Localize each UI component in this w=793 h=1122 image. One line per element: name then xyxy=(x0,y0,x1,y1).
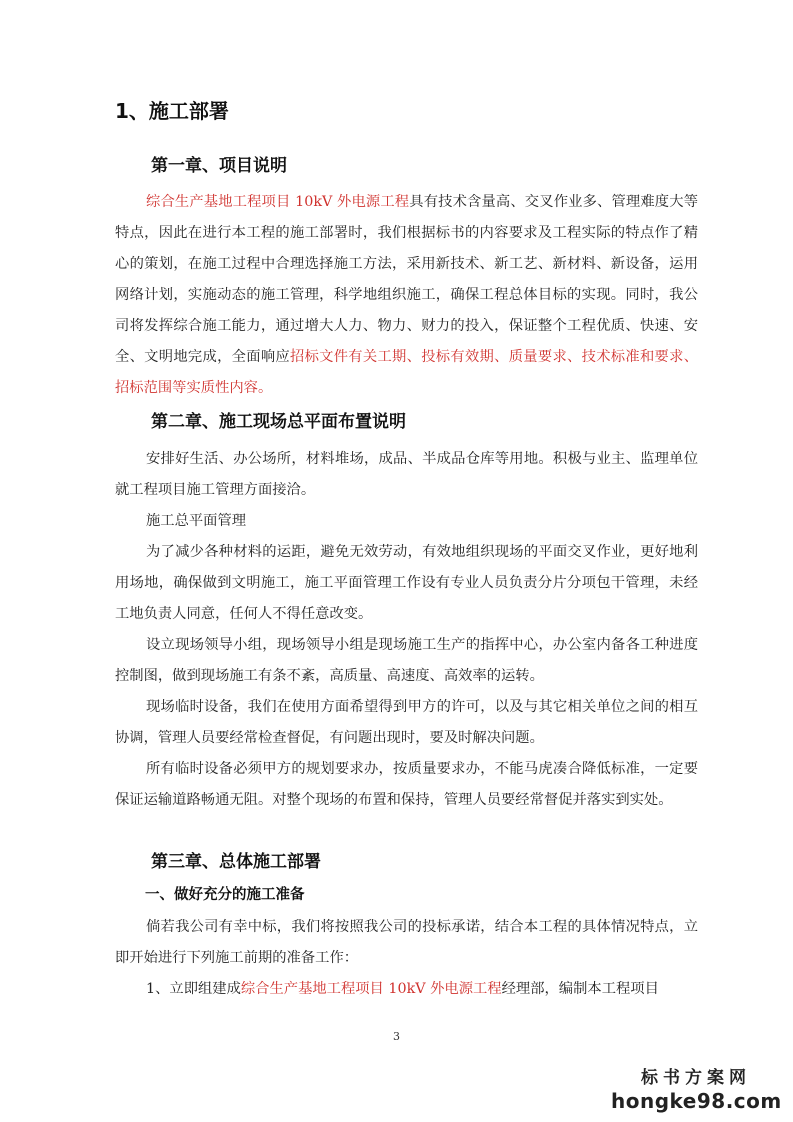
page-number: 3 xyxy=(393,1030,400,1043)
chapter-3-paragraph-2 xyxy=(115,974,698,1005)
chapter-3-paragraph-1: 倘若我公司有幸中标，我们将按照我公司的投标承诺，结合本工程的具体情况特点，立即开始进行下列施工前期的准备工作： xyxy=(115,919,698,966)
chapter-1-paragraph xyxy=(115,187,698,404)
project-name-highlight: 综合生产基地工程项目 10kV 外电源工程 xyxy=(146,194,410,210)
chapter-2-title: 第二章、施工现场总平面布置说明 xyxy=(151,412,406,432)
chapter-3-subtitle: 一、做好充分的施工准备 xyxy=(145,887,305,903)
chapter-3-title: 第三章、总体施工部署 xyxy=(151,852,321,872)
watermark-en: hongke98.com xyxy=(611,1089,782,1113)
section-title: 1、施工部署 xyxy=(115,99,229,123)
paragraph-text: 经理部，编制本工程项目 xyxy=(501,981,659,997)
tender-requirements-highlight: 招标文件有关工期、投标有效期、质量要求、技术标准和要求、招标范围等实质性内容。 xyxy=(115,349,698,396)
watermark-cn: 标书方案网 xyxy=(641,1068,751,1088)
paragraph-text: 具有技术含量高、交叉作业多、管理难度大等特点，因此在进行本工程的施工部署时，我们根据标书的内容要求及工程实际的特点作了精心的策划，在施工过程中合理选择施工方法，采用新技术、新工艺、新材料、新设备，运用网络计划，实施动态的施工管理，科学地组织施工，确保工程总体目标的实现。同时，我公司将发挥综合施工能力，通过增大人力、物力、财力的投入，保证整个工程优质、快速、安全、文明地完成，全面响应 xyxy=(115,194,698,365)
chapter-1-title: 第一章、项目说明 xyxy=(151,156,287,176)
chapter-2-paragraph-2: 施工总平面管理 xyxy=(146,513,247,529)
chapter-2-paragraph-4: 设立现场领导小组，现场领导小组是现场施工生产的指挥中心，办公室内备各工种进度控制图，做到现场施工有条不紊，高质量、高速度、高效率的运转。 xyxy=(115,637,698,684)
watermark xyxy=(611,1067,781,1117)
chapter-2-paragraph-3: 为了减少各种材料的运距，避免无效劳动，有效地组织现场的平面交叉作业，更好地利用场地，确保做到文明施工，施工平面管理工作设有专业人员负责分片分项包干管理，未经工地负责人同意，任何人不得任意改变。 xyxy=(115,544,698,622)
project-name-highlight: 综合生产基地工程项目 10kV 外电源工程 xyxy=(240,981,502,997)
paragraph-text: 1、立即组建成 xyxy=(146,981,241,997)
chapter-2-paragraph-6: 所有临时设备必须甲方的规划要求办，按质量要求办，不能马虎凑合降低标准，一定要保证运输道路畅通无阻。对整个现场的布置和保持，管理人员要经常督促并落实到实处。 xyxy=(115,761,698,808)
chapter-2-paragraph-1: 安排好生活、办公场所，材料堆场，成品、半成品仓库等用地。积极与业主、监理单位就工程项目施工管理方面接洽。 xyxy=(115,451,698,498)
chapter-2-paragraph-5: 现场临时设备，我们在使用方面希望得到甲方的许可，以及与其它相关单位之间的相互协调，管理人员要经常检查督促，有问题出现时，要及时解决问题。 xyxy=(115,699,698,746)
